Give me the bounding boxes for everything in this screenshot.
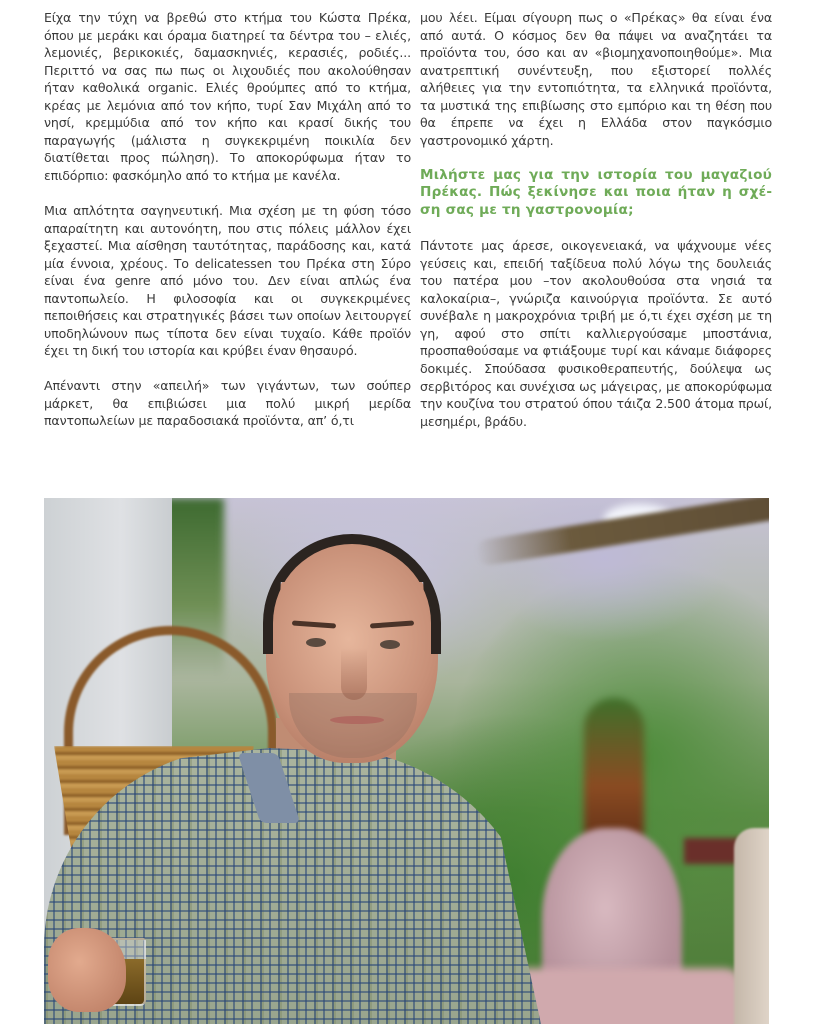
article-paragraph: μου λέει. Είμαι σίγουρη πως ο «Πρέκας» θα είναι ένα από αυτά. Ο κόσμος δεν θα πάψει να αναζητάει τα προϊόντα του, όσο και αν «βιομηχανοποιηθούμε». Μια ανατρεπτική συνέντευξη, που εξιστορεί πολλές αλήθειες για την εντοπιότητα, τα ελληνικά προϊόντα, τα μυστικά της επιβίωσης στο εμπόριο και τη θέση που θα έπρεπε να έχει η Ελλάδα στον παγκόσμιο γαστρονομικό χάρτη. bbox=[420, 10, 772, 148]
photo-person-nose bbox=[341, 648, 367, 700]
article-left-column bbox=[44, 9, 411, 430]
article-paragraph: Μια απλότητα σαγηνευτική. Μια σχέση με τη φύση τόσο απαραίτητη και αυτονόητη, που στις πόλεις μάλλον έχει ξεχαστεί. Μια αίσθηση ταυτότητας, παράδοσης και, κατά μία έννοια, χρέους. Το delicatessen του Πρέκα στη Σύρο είναι ένα genre από μόνο του. Δεν είναι απλώς ένα παντοπωλείο. Η φιλοσοφία και οι συγκεκριμένες πεποιθήσεις και στρατηγικές βάσει των οποίων λειτουργεί υποδηλώνουν πως τίποτα δεν είναι τυχαίο. Κάθε προϊόν έχει τη δική του ιστορία και κρύβει έναν θησαυρό. bbox=[44, 202, 411, 359]
photo-person-mouth bbox=[330, 716, 384, 724]
photo-person-eye bbox=[306, 638, 326, 647]
photo-person-eye bbox=[380, 640, 400, 649]
photo-person-hand bbox=[48, 928, 126, 1012]
interview-question-heading: Μιλήστε μας για την ιστορία του μαγαζιού Πρέκας. Πώς ξεκίνησε και ποια ήταν η σχέση σας με τη γαστρονομία; bbox=[420, 166, 772, 219]
article-paragraph: Είχα την τύχη να βρεθώ στο κτήμα του Κώστα Πρέκα, όπου με μεράκι και όραμα διατηρεί τα δέντρα του – ελιές, λεμονιές, βερικοκιές, δαμασκηνιές, κερασιές, ροδιές... Περιττό να σας πω πως οι λιχουδιές που ακολούθησαν ήταν καθολικά organic. Ελιές θρούμπες από το κτήμα, κρέας με λεμόνια από τον κήπο, τυρί Σαν Μιχάλη από το νησί, κρεμμύδια από τον κήπο και κρασί δικής του παραγωγής (μάλιστα η συγκεκριμένη ποικιλία δεν διατίθεται προς πώληση). Το αποκορύφωμα ήταν το επιδόρπιο: φασκόμηλο από το κτήμα με κανέλα. bbox=[44, 10, 411, 183]
portrait-photo bbox=[44, 498, 769, 1024]
photo-post bbox=[734, 828, 769, 1024]
interview-answer-paragraph: Πάντοτε μας άρεσε, οικογενειακά, να ψάχνουμε νέες γεύσεις και, επειδή ταξίδευα πολύ λόγω της δουλειάς του πατέρα μου –τον ακολουθούσα στα νησιά τα καλοκαίρια–, γνώριζα καινούργια προϊόντα. Σε αυτό συνέβαλε η μακροχρόνια τριβή με ό,τι έχει σχέση με τη γη, αφού στο σπίτι καλλιεργούσαμε μποστάνια, προσπαθούσαμε να φτιάξουμε τυρί και κάναμε διάφορες δοκιμές. Σπούδασα φυσικοθεραπευτής, δούλεψα ως σερβιτόρος και συνέχισα ως μάγειρας, με αποκορύφωμα την κουζίνα του στρατού όπου τάιζα 2.500 άτομα πρωί, μεσημέρι, βράδυ. bbox=[420, 238, 772, 429]
article-right-column bbox=[420, 9, 772, 430]
article-paragraph: Απέναντι στην «απειλή» των γιγάντων, των σούπερ μάρκετ, θα επιβιώσει μια πολύ μικρή μερίδα παντοπωλείων με παραδοσιακά προϊόντα, απ’ ό,τι bbox=[44, 378, 411, 429]
